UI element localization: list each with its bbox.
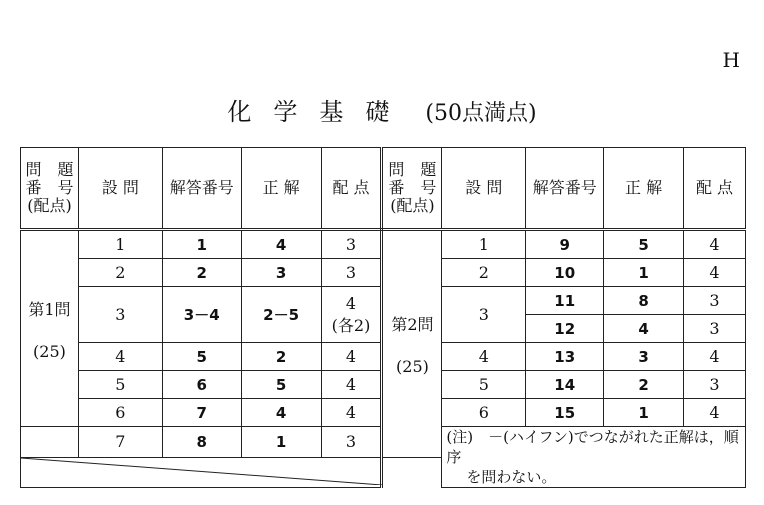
- answer-no-cell: 13: [526, 343, 604, 371]
- answer-no-cell: 2: [162, 259, 241, 287]
- points-cell: 4: [321, 371, 382, 399]
- section1-label-tail: [21, 427, 79, 458]
- correct-cell: 5: [241, 371, 321, 399]
- question-cell: 1: [78, 230, 162, 259]
- points-cell: 3: [321, 427, 382, 458]
- answer-no-cell: 12: [526, 315, 604, 343]
- header-points: 配 点: [321, 148, 382, 230]
- question-cell: 2: [78, 259, 162, 287]
- points-cell: 4: [684, 259, 746, 287]
- question-cell: 7: [78, 427, 162, 458]
- section1-label: 第1問 (25): [21, 230, 79, 427]
- correct-cell: 2－5: [241, 287, 321, 343]
- points-cell: 4: [684, 343, 746, 371]
- page-title: [0, 92, 764, 127]
- answer-no-cell: 8: [162, 427, 241, 458]
- correct-cell: 1: [241, 427, 321, 458]
- header-row: [21, 148, 746, 230]
- header-question: 設 問: [78, 148, 162, 230]
- header-answer-no: 解答番号: [162, 148, 241, 230]
- points-cell: 3: [684, 371, 746, 399]
- answer-no-cell: 14: [526, 371, 604, 399]
- points-cell: 3: [684, 315, 746, 343]
- answer-no-cell: 3－4: [162, 287, 241, 343]
- header-question: 設 問: [442, 148, 526, 230]
- correct-cell: 2: [604, 371, 684, 399]
- points-cell: 3: [321, 259, 382, 287]
- diagonal-line: [21, 458, 382, 485]
- correct-cell: 2: [241, 343, 321, 371]
- answer-no-cell: 11: [526, 287, 604, 315]
- question-cell: 3: [78, 287, 162, 343]
- subject-title: 化学基礎: [227, 98, 412, 126]
- answer-no-cell: 10: [526, 259, 604, 287]
- header-correct: 正 解: [604, 148, 684, 230]
- correct-cell: 4: [241, 230, 321, 259]
- answer-no-cell: 6: [162, 371, 241, 399]
- correct-cell: 1: [604, 399, 684, 427]
- correct-cell: 5: [604, 230, 684, 259]
- table-row: [21, 230, 746, 259]
- question-cell: 1: [442, 230, 526, 259]
- points-cell: 4: [321, 399, 382, 427]
- correct-cell: 8: [604, 287, 684, 315]
- answer-no-cell: 1: [162, 230, 241, 259]
- question-cell: 5: [442, 371, 526, 399]
- correct-cell: 3: [241, 259, 321, 287]
- correct-cell: 4: [604, 315, 684, 343]
- question-cell: 4: [442, 343, 526, 371]
- max-score: (50点満点): [425, 101, 537, 126]
- points-cell: 3: [684, 287, 746, 315]
- correct-cell: 1: [604, 259, 684, 287]
- form-version-label: H: [722, 48, 740, 72]
- header-section: 問 題 番 号 (配点): [382, 148, 442, 230]
- question-cell: 6: [78, 399, 162, 427]
- points-cell: 4: [684, 230, 746, 259]
- question-cell: 6: [442, 399, 526, 427]
- answer-table: [20, 147, 746, 488]
- points-cell: 4: [321, 343, 382, 371]
- answer-no-cell: 5: [162, 343, 241, 371]
- header-points: 配 点: [684, 148, 746, 230]
- header-correct: 正 解: [241, 148, 321, 230]
- section2-label: 第2問 (25): [382, 230, 442, 458]
- answer-no-cell: 7: [162, 399, 241, 427]
- correct-cell: 4: [241, 399, 321, 427]
- question-cell: 4: [78, 343, 162, 371]
- answer-no-cell: 15: [526, 399, 604, 427]
- question-cell: 2: [442, 259, 526, 287]
- points-cell: 4: [684, 399, 746, 427]
- points-cell: 3: [321, 230, 382, 259]
- points-cell: 4 (各2): [321, 287, 382, 343]
- empty-diagonal-cell: [21, 457, 382, 488]
- answer-no-cell: 9: [526, 230, 604, 259]
- correct-cell: 3: [604, 343, 684, 371]
- question-cell: 3: [442, 287, 526, 343]
- header-answer-no: 解答番号: [526, 148, 604, 230]
- header-section: 問 題 番 号 (配点): [21, 148, 79, 230]
- note-text: (注) －(ハイフン)でつながれた正解は，順序 を問わない。: [442, 427, 746, 488]
- question-cell: 5: [78, 371, 162, 399]
